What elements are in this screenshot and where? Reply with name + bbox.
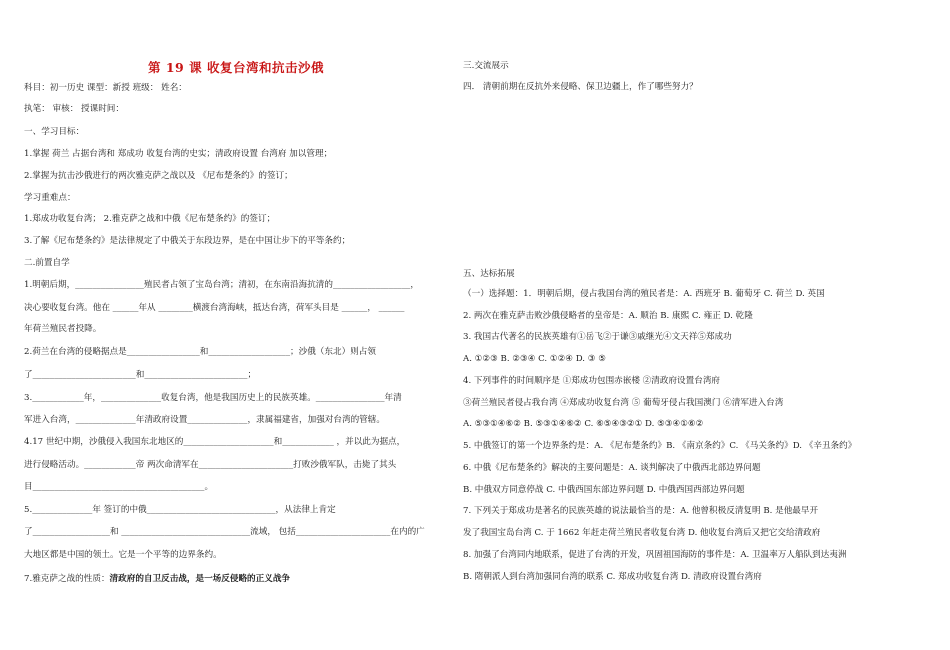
- text-line: 目________________________________________。: [24, 482, 214, 492]
- text-line: 进行侵略活动。____________帝 两次命清军在______________________打败沙俄军队，击毙了其头: [24, 460, 397, 470]
- text-line: 3.____________年，______________收复台湾，他是我国历史上的民族英雄。________________年清: [24, 393, 402, 403]
- lesson-title: 第 19 课 收复台湾和抗击沙俄: [148, 60, 324, 75]
- text-line: 年荷兰殖民者投降。: [24, 324, 102, 334]
- discussion-question: 四． 清朝前期在反抗外来侵略、保卫边疆上，作了哪些努力？: [463, 82, 698, 92]
- question-line: 发了我国宝岛台湾 C. 于 1662 年赶走荷兰殖民者收复台湾 D. 他收复台湾后又把它交给清政府: [463, 528, 821, 538]
- text-line: 大地区都是中国的领土。它是一个平等的边界条约。: [24, 550, 222, 560]
- text-line: 2.荷兰在台湾的侵略据点是_________________和___________________；沙俄（东北）则占领: [24, 347, 376, 357]
- question-line: 2. 两次在雅克萨击败沙俄侵略者的皇帝是：A. 顺治 B. 康熙 C. 雍正 D. 乾隆: [463, 311, 753, 321]
- header-author-line: 执笔： 审核： 授课时间：: [24, 104, 124, 114]
- question-7-line: [24, 573, 290, 585]
- question-line: 8. 加强了台湾同内地联系，促进了台湾的开发，巩固祖国海防的事件是：A. 卫温率万人船队到达夷洲: [463, 550, 847, 560]
- text-line: 4.17 世纪中期，沙俄侵入我国东北地区的_____________________和____________ ，并以此为据点，: [24, 437, 406, 447]
- text-line: 1.掌握 荷兰 占据台湾和 郑成功 收复台湾的史实；清政府设置 台湾府 加以管理；: [24, 149, 333, 159]
- text-line: 5.______________年 签订的中俄______________________________，从法律上肯定: [24, 505, 336, 515]
- text-line: 1.郑成功收复台湾； 2.雅克萨之战和中俄《尼布楚条约》的签订；: [24, 214, 276, 224]
- header-meta-line: 科目：初一历史 课型：新授 班级： 姓名：: [24, 83, 187, 93]
- section-heading: 二.前置自学: [24, 258, 70, 268]
- question-options: A. ①②③ B. ②③④ C. ①②④ D. ③ ⑤: [463, 354, 606, 364]
- question-line: 3. 我国古代著名的民族英雄有①岳飞②于谦③戚继光④文天祥⑤郑成功: [463, 332, 732, 342]
- text-line: 了__________________和 ______________________________流域， 包括______________________在内的广: [24, 527, 425, 537]
- text-line: 3.了解《尼布楚条约》是法律规定了中俄关于东段边界，是在中国让步下的平等条约；: [24, 236, 351, 246]
- section-heading: 五、达标拓展: [463, 269, 515, 279]
- question-7-prefix: 7.雅克萨之战的性质：: [24, 574, 110, 584]
- question-line: 5. 中俄签订的第一个边界条约是：A. 《尼布楚条约》B. 《南京条约》C. 《马关条约》D. 《辛丑条约》: [463, 441, 857, 451]
- text-line: 决心要收复台湾。他在 ______年从 ________横渡台湾海峡，抵达台湾，荷军头目是 ______， ______: [24, 303, 405, 313]
- section-heading: 三.交流展示: [463, 61, 509, 71]
- question-line: 6. 中俄《尼布楚条约》解决的主要问题是：A. 谈判解决了中俄西北部边界问题: [463, 463, 761, 473]
- question-options: A. ⑤③①④⑥② B. ⑤③①④⑥② C. ⑥⑤④③②① D. ⑤③④①⑥②: [463, 419, 704, 429]
- question-line: 7. 下列关于郑成功是著名的民族英雄的说法最恰当的是：A. 他曾积极反清复明 B. 是他最早开: [463, 506, 819, 516]
- section-heading: 学习重难点：: [24, 193, 76, 203]
- text-line: 1.明朝后期，________________殖民者占领了宝岛台湾；清初，在东南沿海抗清的__________________，: [24, 280, 419, 290]
- question-line: （一）选择题：1．明朝后期，侵占我国台湾的殖民者是：A. 西班牙 B. 葡萄牙 C. 荷兰 D. 英国: [463, 289, 825, 299]
- question-line: 4. 下列事件的时间顺序是 ①郑成功包围赤嵌楼 ②清政府设置台湾府: [463, 376, 721, 386]
- section-heading: 一、学习目标：: [24, 127, 85, 137]
- text-line: 2.掌握为抗击沙俄进行的两次雅克萨之战以及 《尼布楚条约》的签订；: [24, 171, 293, 181]
- question-options: B. 中俄双方同意停战 C. 中俄西国东部边界问题 D. 中俄西国西部边界问题: [463, 485, 745, 495]
- question-line: ③荷兰殖民者侵占我台湾 ④郑成功收复台湾 ⑤ 葡萄牙侵占我国澳门 ⑥清军进入台湾: [463, 398, 784, 408]
- text-line: 了________________________和________________________；: [24, 370, 257, 380]
- question-7-answer: 清政府的自卫反击战，是一场反侵略的正义战争: [109, 574, 291, 584]
- question-options: B. 隋朝派人到台湾加强同台湾的联系 C. 郑成功收复台湾 D. 清政府设置台湾府: [463, 572, 762, 582]
- text-line: 军进入台湾，______________年清政府设置______________，隶属福建省，加强对台湾的管辖。: [24, 415, 385, 425]
